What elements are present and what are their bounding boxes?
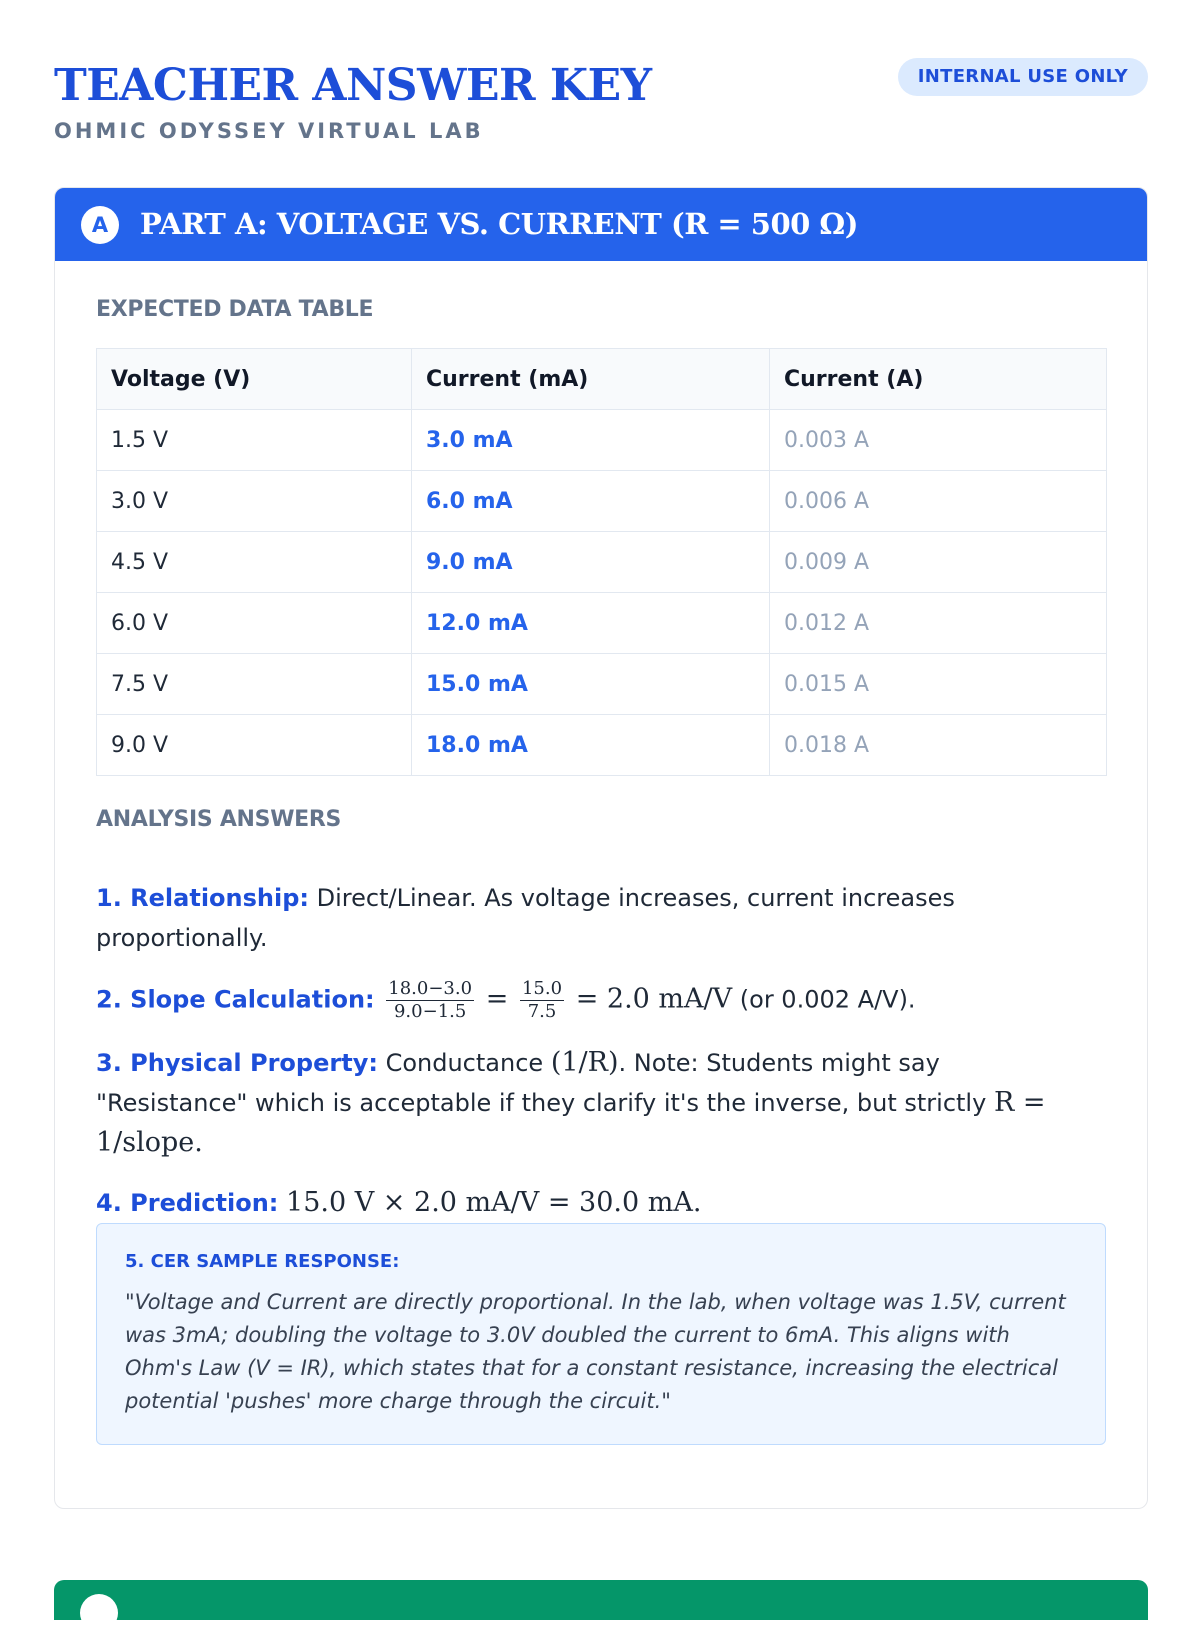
table-row [97, 654, 1107, 715]
table-row [97, 532, 1107, 593]
table-row [97, 471, 1107, 532]
column-header-current-a: Current (A) [770, 349, 1107, 410]
current-a-cell: 0.012 A [770, 593, 1107, 654]
answer-4-label: 4. Prediction: [96, 1189, 279, 1217]
conductance-formula: (1/R) [550, 1047, 619, 1078]
answer-3-text-b: . Note: Students might say "Resistance" which is acceptable if they clarify it's the inverse, but strictly [96, 1049, 987, 1117]
answer-1 [96, 878, 1056, 958]
fraction-numerator: 18.0−3.0 [388, 978, 473, 999]
current-a-cell: 0.006 A [770, 471, 1107, 532]
next-section-header-bar [54, 1580, 1148, 1620]
slope-fraction-2 [520, 978, 564, 1023]
analysis-answers [96, 878, 1056, 1243]
part-a-header-bar [55, 188, 1147, 261]
resistance-formula: R = 1/slope. [96, 1087, 1046, 1158]
current-ma-cell: 6.0 mA [412, 471, 770, 532]
current-ma-cell: 3.0 mA [412, 410, 770, 471]
slope-result: = 2.0 mA/V [575, 983, 733, 1015]
page-title: TEACHER ANSWER KEY [54, 60, 652, 111]
fraction-denominator: 9.0−1.5 [393, 1001, 467, 1022]
part-a-card [54, 187, 1148, 1509]
current-ma-cell: 15.0 mA [412, 654, 770, 715]
answer-1-text: Direct/Linear. As voltage increases, current increases proportionally. [96, 884, 955, 952]
current-ma-cell: 12.0 mA [412, 593, 770, 654]
page-subtitle: OHMIC ODYSSEY VIRTUAL LAB [54, 119, 484, 143]
current-a-cell: 0.018 A [770, 715, 1107, 776]
table-row [97, 715, 1107, 776]
current-a-cell: 0.009 A [770, 532, 1107, 593]
table-row [97, 410, 1107, 471]
answer-1-label: 1. Relationship: [96, 884, 309, 912]
current-ma-cell: 9.0 mA [412, 532, 770, 593]
table-header-row [97, 349, 1107, 410]
answer-2-label: 2. Slope Calculation: [96, 985, 375, 1014]
answer-3 [96, 1043, 1056, 1163]
cer-text: "Voltage and Current are directly proportional. In the lab, when voltage was 1.5V, current was 3mA; doubling the voltage to 3.0V doubled the current to 6mA. This aligns with Ohm's Law (V = IR), which states that for a constant resistance, increasing the electrical potential 'pushes' more charge through the circuit." [125, 1290, 1066, 1413]
table-row [97, 593, 1107, 654]
slope-alt-units: (or 0.002 A/V). [739, 985, 916, 1014]
voltage-cell: 6.0 V [97, 593, 412, 654]
voltage-cell: 7.5 V [97, 654, 412, 715]
fraction-denominator: 7.5 [527, 1001, 557, 1022]
cer-sample-box [96, 1223, 1106, 1445]
voltage-cell: 9.0 V [97, 715, 412, 776]
column-header-voltage: Voltage (V) [97, 349, 412, 410]
current-ma-cell: 18.0 mA [412, 715, 770, 776]
answer-3-label: 3. Physical Property: [96, 1049, 378, 1077]
answer-key-page [54, 0, 1148, 1600]
analysis-label: ANALYSIS ANSWERS [96, 807, 342, 832]
header [54, 52, 1148, 152]
part-a-letter-icon: A [81, 206, 119, 244]
current-a-cell: 0.015 A [770, 654, 1107, 715]
answer-2 [96, 978, 1056, 1023]
table-label: EXPECTED DATA TABLE [96, 297, 374, 322]
part-a-title: PART A: VOLTAGE VS. CURRENT (R = 500 Ω) [140, 207, 858, 241]
fraction-numerator: 15.0 [521, 978, 563, 999]
slope-fraction-1 [386, 978, 474, 1023]
prediction-formula: 15.0 V × 2.0 mA/V = 30.0 mA. [286, 1187, 702, 1218]
internal-use-badge: INTERNAL USE ONLY [898, 58, 1148, 96]
answer-4 [96, 1183, 1056, 1223]
current-a-cell: 0.003 A [770, 410, 1107, 471]
voltage-cell: 4.5 V [97, 532, 412, 593]
cer-label: 5. CER SAMPLE RESPONSE: [125, 1251, 400, 1272]
voltage-cell: 1.5 V [97, 410, 412, 471]
answer-3-text-a: Conductance [385, 1049, 544, 1077]
voltage-cell: 3.0 V [97, 471, 412, 532]
equals-sign: = [485, 983, 509, 1015]
expected-data-table [96, 348, 1107, 776]
column-header-current-ma: Current (mA) [412, 349, 770, 410]
